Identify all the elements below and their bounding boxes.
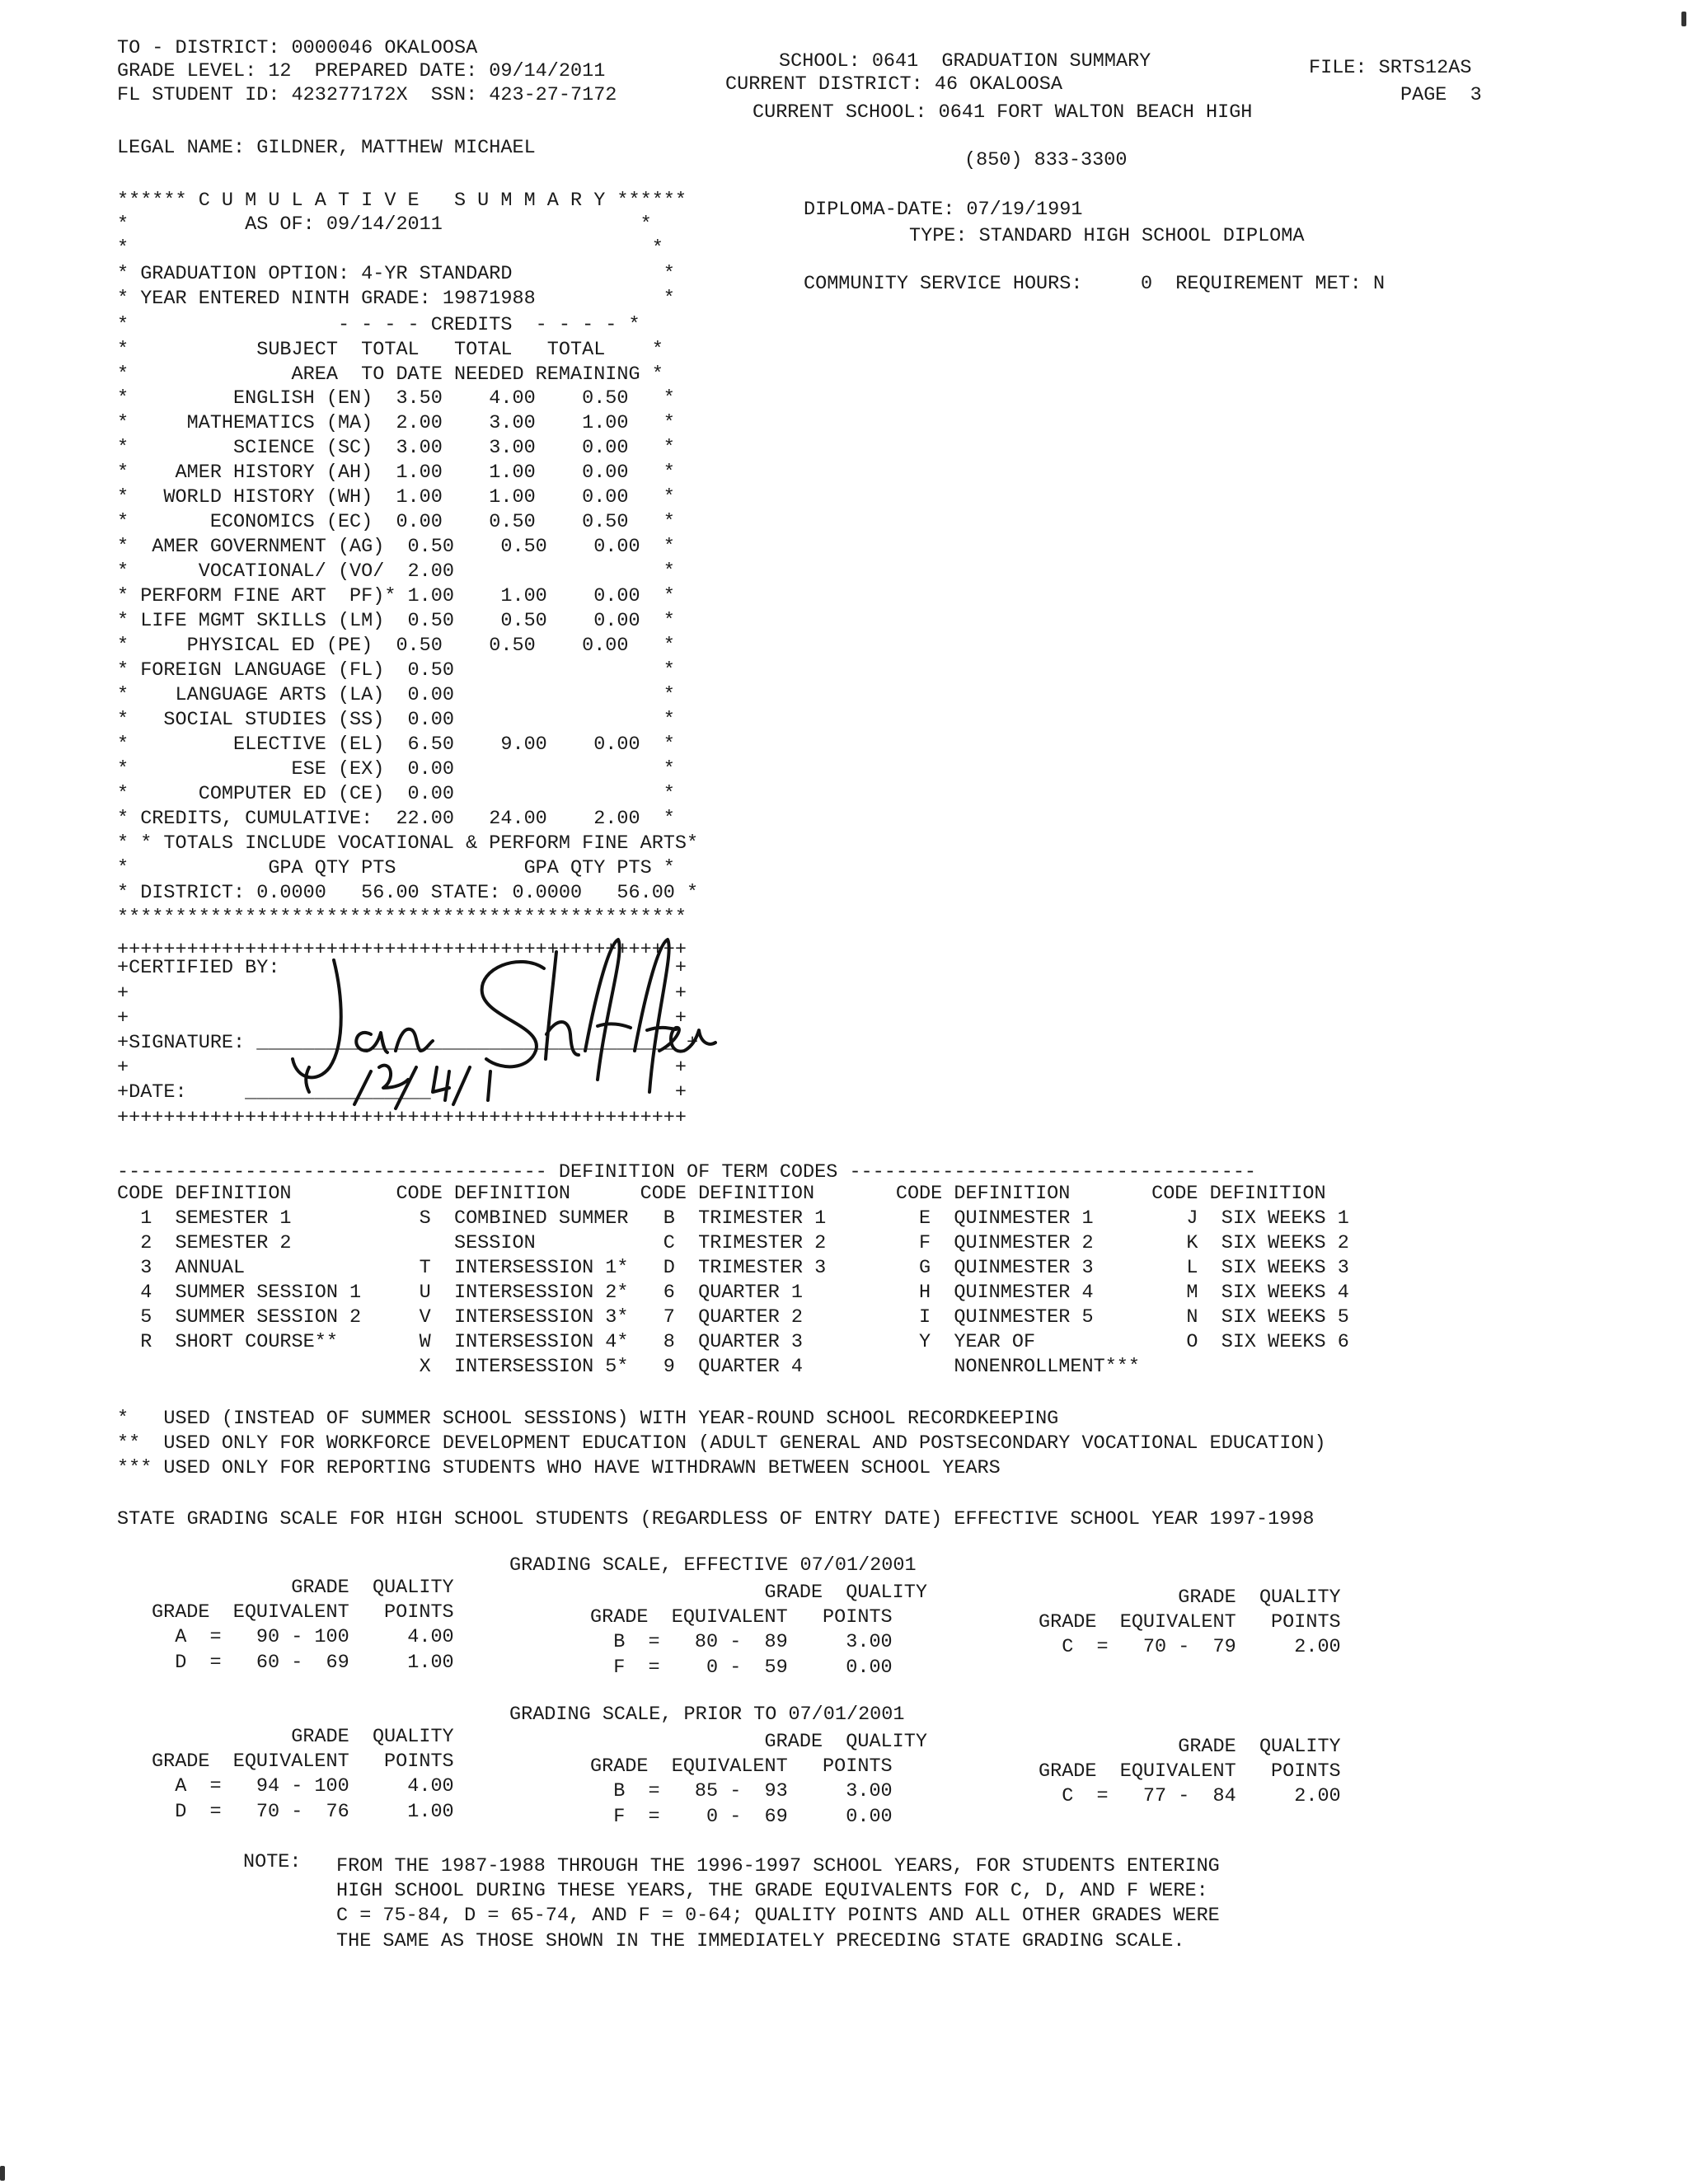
gpa-values: * DISTRICT: 0.0000 56.00 STATE: 0.0000 56.00 * xyxy=(117,882,699,904)
term-code-row: X INTERSESSION 5* 9 QUARTER 4 NONENROLLMENT*** xyxy=(117,1356,1141,1378)
cert-spacer: + + xyxy=(117,1057,687,1079)
credit-row: * SCIENCE (SC) 3.00 3.00 0.00 * xyxy=(117,437,675,459)
credit-row: * SOCIAL STUDIES (SS) 0.00 * xyxy=(117,709,675,731)
box-spacer: * * xyxy=(117,237,663,260)
credit-row: * AMER HISTORY (AH) 1.00 1.00 0.00 * xyxy=(117,462,675,484)
credits-column-subheader: * AREA TO DATE NEEDED REMAINING * xyxy=(117,363,663,386)
scan-mark xyxy=(1681,12,1686,26)
scan-mark xyxy=(0,2166,5,2181)
grading-scale-2001-a-d: GRADE QUALITY GRADE EQUIVALENT POINTS A = 90 - 100 4.00 D = 60 - 69 1.00 xyxy=(152,1577,454,1674)
term-codes-header: CODE DEFINITION CODE DEFINITION CODE DEFINITION CODE DEFINITION CODE DEFINITION xyxy=(117,1183,1326,1205)
legal-name: LEGAL NAME: GILDNER, MATTHEW MICHAEL xyxy=(117,137,536,159)
student-id-ssn: FL STUDENT ID: 423277172X SSN: 423-27-7172 xyxy=(117,84,617,106)
school-phone: (850) 833-3300 xyxy=(964,149,1128,171)
state-grading-scale-title: STATE GRADING SCALE FOR HIGH SCHOOL STUDENTS (REGARDLESS OF ENTRY DATE) EFFECTIVE SCHOOL YEAR 1997-1998 xyxy=(117,1508,1315,1530)
page-number: PAGE 3 xyxy=(1400,84,1482,106)
diploma-type: TYPE: STANDARD HIGH SCHOOL DIPLOMA xyxy=(909,225,1305,247)
term-code-row: 2 SEMESTER 2 SESSION C TRIMESTER 2 F QUINMESTER 2 K SIX WEEKS 2 xyxy=(117,1232,1349,1254)
credit-row: * LANGUAGE ARTS (LA) 0.00 * xyxy=(117,684,675,706)
credit-row: * ESE (EX) 0.00 * xyxy=(117,758,675,780)
grading-scale-prior-title: GRADING SCALE, PRIOR TO 07/01/2001 xyxy=(509,1704,905,1726)
grading-scale-prior-a-d: GRADE QUALITY GRADE EQUIVALENT POINTS A = 94 - 100 4.00 D = 70 - 76 1.00 xyxy=(152,1726,454,1823)
term-code-row: 1 SEMESTER 1 S COMBINED SUMMER B TRIMESTER 1 E QUINMESTER 1 J SIX WEEKS 1 xyxy=(117,1207,1349,1230)
term-code-row: 4 SUMMER SESSION 1 U INTERSESSION 2* 6 QUARTER 1 H QUINMESTER 4 M SIX WEEKS 4 xyxy=(117,1282,1349,1304)
grading-scale-prior-b-f: GRADE QUALITY GRADE EQUIVALENT POINTS B = 85 - 93 3.00 F = 0 - 69 0.00 xyxy=(590,1731,927,1828)
cert-spacer: + + xyxy=(117,1007,687,1029)
certified-by: +CERTIFIED BY: + xyxy=(117,957,687,979)
totals-note: * * TOTALS INCLUDE VOCATIONAL & PERFORM FINE ARTS* xyxy=(117,832,699,855)
note-text: FROM THE 1987-1988 THROUGH THE 1996-1997 SCHOOL YEARS, FOR STUDENTS ENTERING HIGH SCHOOL DURING THESE YEARS, THE GRADE EQUIVALENTS FOR C, D, AND F WERE: C = 75-84, D = 65-74, AND F = 0-64; QUALITY POINTS AND ALL OTHER GRADES WERE THE SAME AS THOSE SHOWN IN THE IMMEDIATELY PRECEDING STATE GRADING SCALE. xyxy=(336,1855,1220,1952)
gpa-header: * GPA QTY PTS GPA QTY PTS * xyxy=(117,857,675,879)
credit-row: * PERFORM FINE ART PF)* 1.00 1.00 0.00 * xyxy=(117,585,675,607)
date-line: +DATE: ________________ + xyxy=(117,1081,687,1104)
footnote: ** USED ONLY FOR WORKFORCE DEVELOPMENT EDUCATION (ADULT GENERAL AND POSTSECONDARY VOCATIONAL EDUCATION) xyxy=(117,1432,1326,1455)
cert-spacer: + + xyxy=(117,982,687,1005)
credits-header: * - - - - CREDITS - - - - * xyxy=(117,314,640,336)
credit-row: * VOCATIONAL/ (VO/ 2.00 * xyxy=(117,560,675,583)
grade-level-prepared-date: GRADE LEVEL: 12 PREPARED DATE: 09/14/2011 xyxy=(117,60,606,82)
current-school: CURRENT SCHOOL: 0641 FORT WALTON BEACH HIGH xyxy=(753,101,1253,124)
cumulative-summary-title: ****** C U M U L A T I V E S U M M A R Y ****** xyxy=(117,190,687,212)
grading-scale-2001-b-f: GRADE QUALITY GRADE EQUIVALENT POINTS B = 80 - 89 3.00 F = 0 - 59 0.00 xyxy=(590,1582,927,1679)
grading-scale-prior-c: GRADE QUALITY GRADE EQUIVALENT POINTS C = 77 - 84 2.00 xyxy=(1039,1736,1341,1808)
term-code-row: R SHORT COURSE** W INTERSESSION 4* 8 QUARTER 3 Y YEAR OF O SIX WEEKS 6 xyxy=(117,1331,1349,1353)
credit-row: * ENGLISH (EN) 3.50 4.00 0.50 * xyxy=(117,387,675,410)
credit-row: * LIFE MGMT SKILLS (LM) 0.50 0.50 0.00 * xyxy=(117,610,675,632)
credits-column-header: * SUBJECT TOTAL TOTAL TOTAL * xyxy=(117,339,663,361)
as-of-date: * AS OF: 09/14/2011 * xyxy=(117,213,652,236)
footnote: *** USED ONLY FOR REPORTING STUDENTS WHO HAVE WITHDRAWN BETWEEN SCHOOL YEARS xyxy=(117,1457,1001,1479)
credit-row: * PHYSICAL ED (PE) 0.50 0.50 0.00 * xyxy=(117,635,675,657)
community-service-hours: COMMUNITY SERVICE HOURS: 0 REQUIREMENT MET: N xyxy=(804,273,1386,295)
cert-top-border: +++++++++++++++++++++++++++++++++++++++++++++++++ xyxy=(117,939,687,961)
signature-line: +SIGNATURE: ____________________________________ + xyxy=(117,1032,699,1054)
note-label: NOTE: xyxy=(243,1851,302,1873)
graduation-option: * GRADUATION OPTION: 4-YR STANDARD * xyxy=(117,263,675,285)
credit-row: * AMER GOVERNMENT (AG) 0.50 0.50 0.00 * xyxy=(117,536,675,558)
grading-scale-2001-title: GRADING SCALE, EFFECTIVE 07/01/2001 xyxy=(509,1554,917,1577)
school-title: SCHOOL: 0641 GRADUATION SUMMARY xyxy=(779,50,1151,73)
credit-row: * MATHEMATICS (MA) 2.00 3.00 1.00 * xyxy=(117,412,675,434)
to-district: TO - DISTRICT: 0000046 OKALOOSA xyxy=(117,37,478,59)
credits-cumulative: * CREDITS, CUMULATIVE: 22.00 24.00 2.00 * xyxy=(117,808,675,830)
year-entered-ninth-grade: * YEAR ENTERED NINTH GRADE: 19871988 * xyxy=(117,288,675,310)
term-codes-title: ------------------------------------- DEFINITION OF TERM CODES ----------------------------------- xyxy=(117,1161,1257,1183)
credit-row: * FOREIGN LANGUAGE (FL) 0.50 * xyxy=(117,659,675,682)
footnote: * USED (INSTEAD OF SUMMER SCHOOL SESSIONS) WITH YEAR-ROUND SCHOOL RECORDKEEPING xyxy=(117,1408,1059,1430)
current-district: CURRENT DISTRICT: 46 OKALOOSA xyxy=(725,73,1062,96)
diploma-date: DIPLOMA-DATE: 07/19/1991 xyxy=(804,199,1083,221)
term-code-row: 5 SUMMER SESSION 2 V INTERSESSION 3* 7 QUARTER 2 I QUINMESTER 5 N SIX WEEKS 5 xyxy=(117,1306,1349,1329)
credit-row: * ECONOMICS (EC) 0.00 0.50 0.50 * xyxy=(117,511,675,533)
credit-row: * WORLD HISTORY (WH) 1.00 1.00 0.00 * xyxy=(117,486,675,509)
cert-bottom-border: +++++++++++++++++++++++++++++++++++++++++++++++++ xyxy=(117,1107,687,1129)
handwritten-signature xyxy=(272,935,717,1113)
credit-row: * COMPUTER ED (CE) 0.00 * xyxy=(117,783,675,805)
term-code-row: 3 ANNUAL T INTERSESSION 1* D TRIMESTER 3 G QUINMESTER 3 L SIX WEEKS 3 xyxy=(117,1257,1349,1279)
file-code: FILE: SRTS12AS xyxy=(1309,57,1472,79)
grading-scale-2001-c: GRADE QUALITY GRADE EQUIVALENT POINTS C = 70 - 79 2.00 xyxy=(1039,1586,1341,1659)
box-bottom-border: ************************************************* xyxy=(117,907,687,929)
credit-row: * ELECTIVE (EL) 6.50 9.00 0.00 * xyxy=(117,733,675,756)
